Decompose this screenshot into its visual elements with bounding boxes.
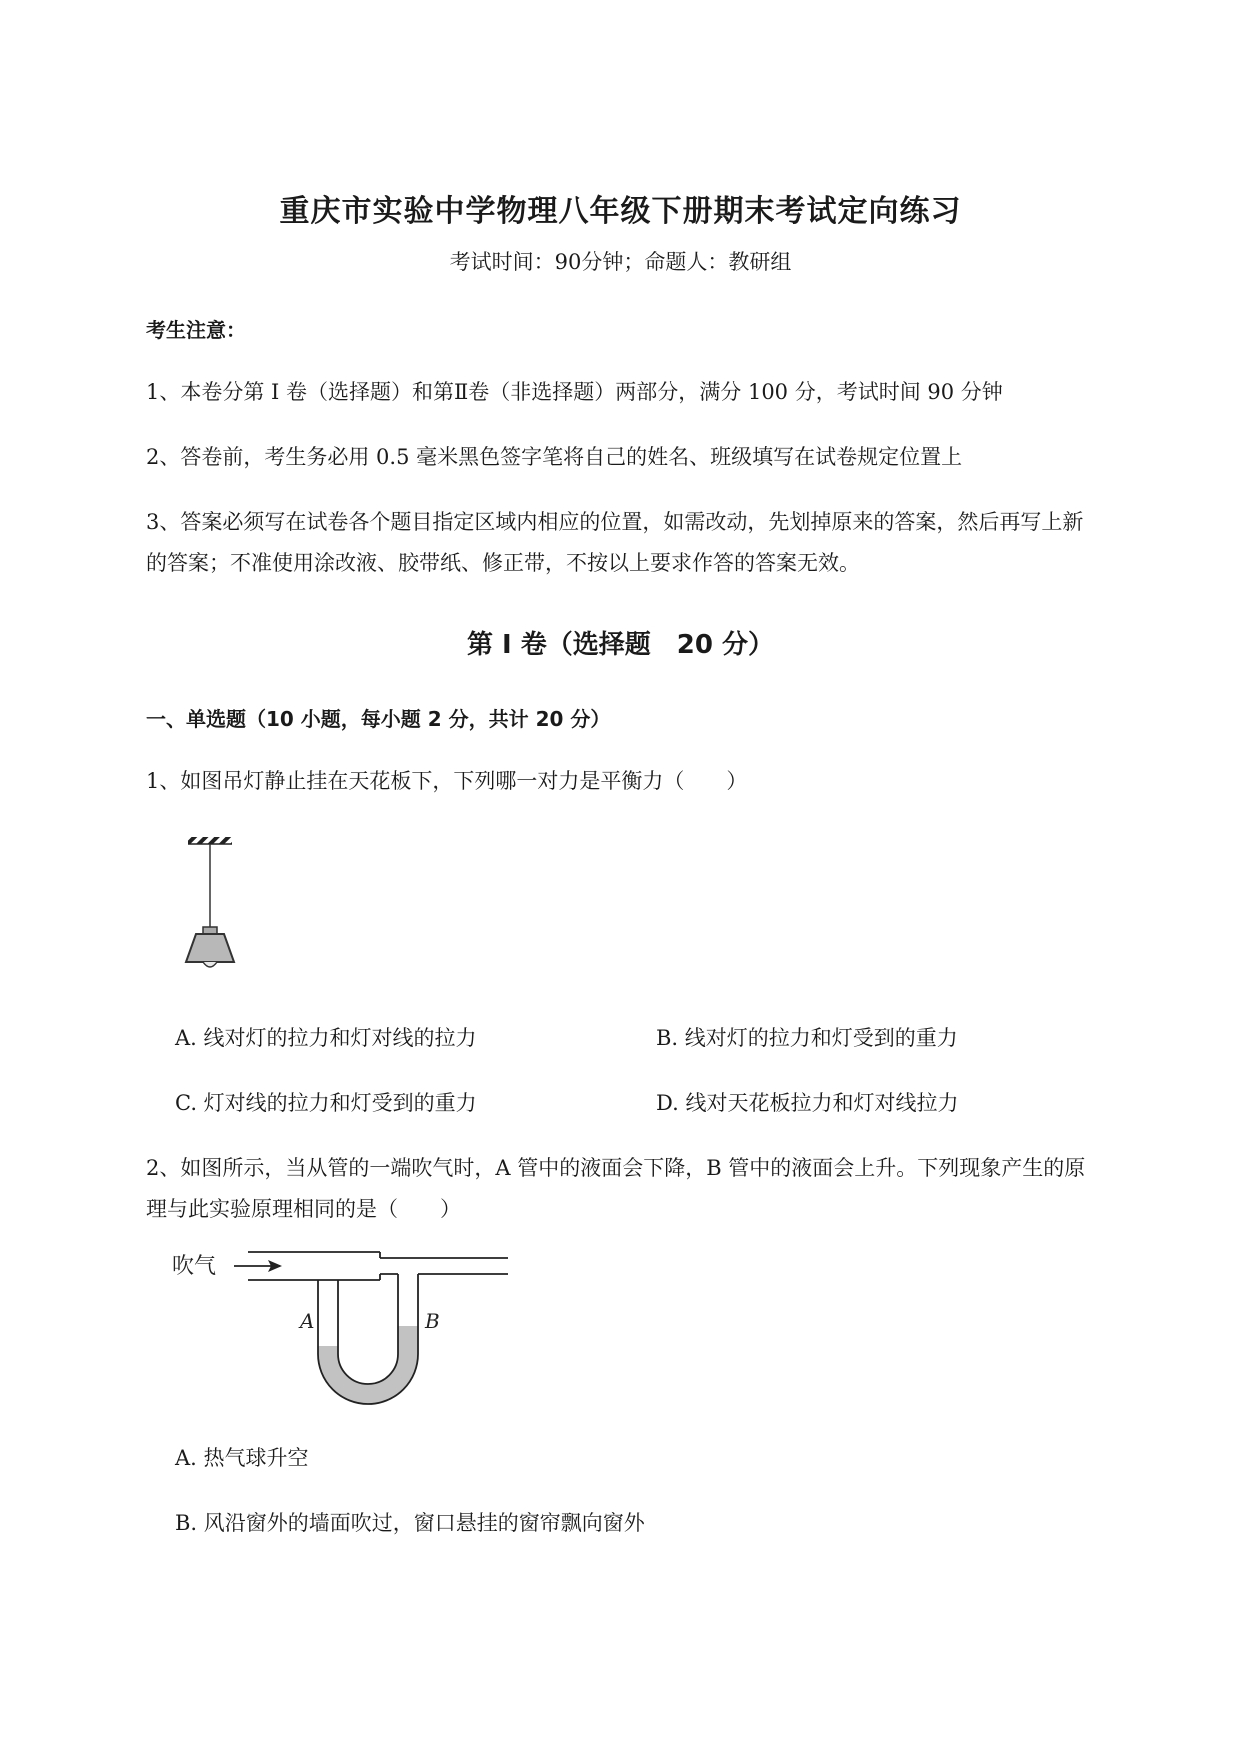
notice-item-3-continued: 的答案；不准使用涂改液、胶带纸、修正带，不按以上要求作答的答案无效。: [146, 551, 860, 575]
question-1-stem: 1、如图吊灯静止挂在天花板下，下列哪一对力是平衡力（ ）: [146, 769, 748, 793]
notice-item-2: 2、答卷前，考生务必用 0.5 毫米黑色签字笔将自己的姓名、班级填写在试卷规定位置上: [146, 445, 963, 469]
question-1-option-d[interactable]: D. 线对天花板拉力和灯对线拉力: [656, 1091, 959, 1115]
tube-a-label: A: [300, 1309, 315, 1333]
hanging-lamp-figure: [170, 836, 250, 972]
notice-heading: 考生注意：: [146, 318, 246, 342]
question-2-stem-line-2: 理与此实验原理相同的是（ ）: [146, 1197, 461, 1221]
question-2-option-b[interactable]: B. 风沿窗外的墙面吹过，窗口悬挂的窗帘飘向窗外: [175, 1511, 645, 1535]
horizontal-tube: [248, 1252, 508, 1280]
question-2-option-a[interactable]: A. 热气球升空: [175, 1446, 309, 1470]
notice-item-3: 3、答案必须写在试卷各个题目指定区域内相应的位置，如需改动，先划掉原来的答案，然后再写上新: [146, 510, 1084, 534]
page-title: 重庆市实验中学物理八年级下册期末考试定向练习: [279, 194, 962, 229]
u-tube-figure: [168, 1244, 514, 1414]
lamp-cap: [203, 927, 217, 934]
question-1-option-a[interactable]: A. 线对灯的拉力和灯对线的拉力: [175, 1026, 477, 1050]
tube-b-label: B: [425, 1309, 440, 1333]
lamp-bulb: [203, 962, 217, 967]
question-1-option-c[interactable]: C. 灯对线的拉力和灯受到的重力: [175, 1091, 477, 1115]
part-heading: 一、单选题（10 小题，每小题 2 分，共计 20 分）: [146, 707, 611, 731]
notice-item-1: 1、本卷分第 I 卷（选择题）和第Ⅱ卷（非选择题）两部分，满分 100 分，考试时间 90 分钟: [146, 380, 1003, 404]
ceiling-hatch: [188, 837, 232, 844]
u-tube-liquid: [318, 1326, 418, 1404]
blow-arrow: [234, 1260, 282, 1272]
exam-info: 考试时间：90分钟；命题人：教研组: [449, 250, 792, 274]
section-title: 第 I 卷（选择题 20 分）: [466, 630, 774, 660]
lamp-shade: [186, 934, 234, 962]
blow-label: 吹气: [172, 1254, 217, 1279]
question-2-stem-line-1: 2、如图所示，当从管的一端吹气时，A 管中的液面会下降，B 管中的液面会上升。下列现象产生的原: [146, 1156, 1086, 1180]
question-1-option-b[interactable]: B. 线对灯的拉力和灯受到的重力: [656, 1026, 958, 1050]
